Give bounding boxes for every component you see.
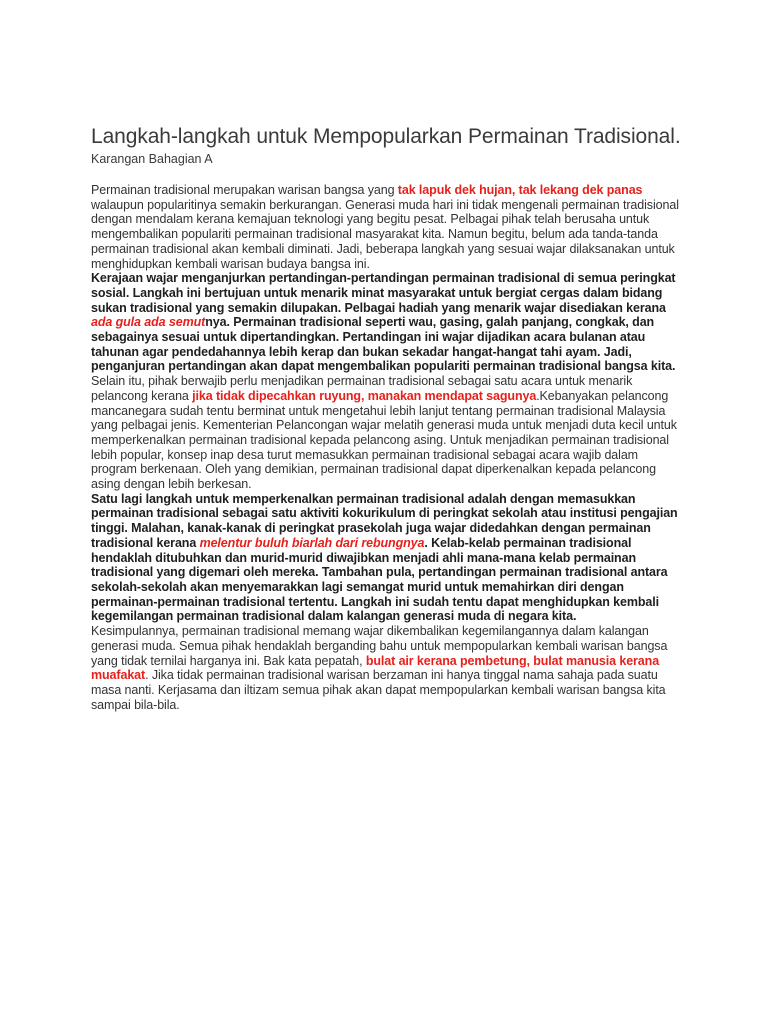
paragraph-point-3	[91, 492, 681, 624]
paragraph-text: Kerajaan wajar menganjurkan pertandingan-pertandingan permainan tradisional di semua peringkat sosial. Langkah ini bertujuan untuk menarik minat masyarakat untuk bergiat cergas dalam bidang sukan tradisional yang semakin dilupakan. Pelbagai hadiah yang menarik wajar disediakan kerana	[91, 271, 676, 315]
peribahasa-highlight: ada gula ada semut	[91, 315, 206, 330]
page-title: Langkah-langkah untuk Mempopularkan Permainan Tradisional.	[91, 125, 681, 148]
paragraph-text: nya. Permainan tradisional seperti wau, gasing, galah panjang, congkak, dan sebagainya sesuai untuk dipertandingkan. Pertandingan ini wajar dijadikan acara bulanan atau tahunan agar pendedahannya lebih kerap dan bukan sekadar hangat-hangat tahi ayam. Jadi, penganjuran pertandingan akan dapat mengembalikan populariti permainan tradisional bangsa kita.	[91, 315, 676, 374]
peribahasa-highlight: tak lapuk dek hujan, tak lekang dek panas	[397, 183, 643, 197]
paragraph-conclusion	[91, 624, 681, 712]
document	[91, 124, 681, 712]
paragraph-text: . Jika tidak permainan tradisional warisan berzaman ini hanya tinggal nama sahaja pada suatu masa nanti. Kerjasama dan iltizam semua pihak akan dapat mempopularkan kembali warisan bangsa kita sampai bila-bila.	[91, 668, 666, 712]
peribahasa-highlight: jika tidak dipecahkan ruyung, manakan mendapat sagunya	[192, 388, 537, 403]
paragraph-text: Kesimpulannya, permainan tradisional memang wajar dikembalikan kegemilangannya dalam kalangan generasi muda. Semua pihak hendaklah berganding bahu untuk mempopularkan kembali warisan bangsa yang tidak ternilai harganya ini. Bak kata pepatah,	[91, 624, 668, 668]
paragraph-introduction	[91, 183, 681, 271]
peribahasa-highlight: melentur buluh biarlah dari rebungnya	[199, 535, 425, 550]
peribahasa-highlight: bulat air kerana pembetung, bulat manusia kerana muafakat	[91, 653, 660, 683]
paragraph-text: Satu lagi langkah untuk memperkenalkan permainan tradisional adalah dengan memasukkan permainan tradisional sebagai satu aktiviti kokurikulum di peringkat sekolah atau institusi pengajian tinggi. Malahan, kanak-kanak di peringkat prasekolah juga wajar didedahkan dengan permainan tradisional kerana	[91, 491, 678, 550]
paragraph-text: . Kelab-kelab permainan tradisional hendaklah ditubuhkan dan murid-murid diwajibkan menjadi ahli mana-mana kelab permainan tradisional yang digemari oleh mereka. Tambahan pula, pertandingan permainan tradisional antara sekolah-sekolah akan menyemarakkan lagi semangat murid untuk memahirkan diri dengan permainan-permainan tradisional tertentu. Langkah ini sudah tentu dapat menghidupkan kembali kegemilangan permainan tradisional dalam kalangan generasi muda di negara kita.	[91, 535, 668, 624]
paragraph-text: walaupun popularitinya semakin berkurangan. Generasi muda hari ini tidak mengenali permainan tradisional dengan mendalam kerana kemajuan teknologi yang begitu pesat. Pelbagai pihak telah berusaha untuk mengembalikan populariti permainan tradisional masyarakat kita. Namun begitu, belum ada tanda-tanda permainan tradisional akan kembali diminati. Jadi, beberapa langkah yang sesuai wajar dilaksanakan untuk menghidupkan kembali warisan budaya bangsa ini.	[91, 197, 679, 271]
paragraph-text: Permainan tradisional merupakan warisan bangsa yang	[91, 183, 398, 197]
page-subtitle: Karangan Bahagian A	[91, 152, 213, 166]
paragraph-point-1	[91, 271, 681, 374]
paragraph-text: .Kebanyakan pelancong mancanegara sudah tentu berminat untuk mengetahui lebih lanjut tentang permainan tradisional Malaysia yang pelbagai jenis. Kementerian Pelancongan wajar melatih generasi muda untuk menjadi duta kecil untuk memperkenalkan permainan tradisional kepada pelancong asing. Untuk menjadikan permainan tradisional lebih popular, konsep inap desa turut memasukkan permainan tradisional sebagai acara wajib dalam program berkenaan. Oleh yang demikian, permainan tradisional dapat diperkenalkan kepada pelancong asing dengan lebih berkesan.	[91, 388, 677, 492]
paragraph-text: Selain itu, pihak berwajib perlu menjadikan permainan tradisional sebagai satu acara untuk menarik pelancong kerana	[91, 374, 633, 403]
paragraph-point-2	[91, 374, 681, 492]
